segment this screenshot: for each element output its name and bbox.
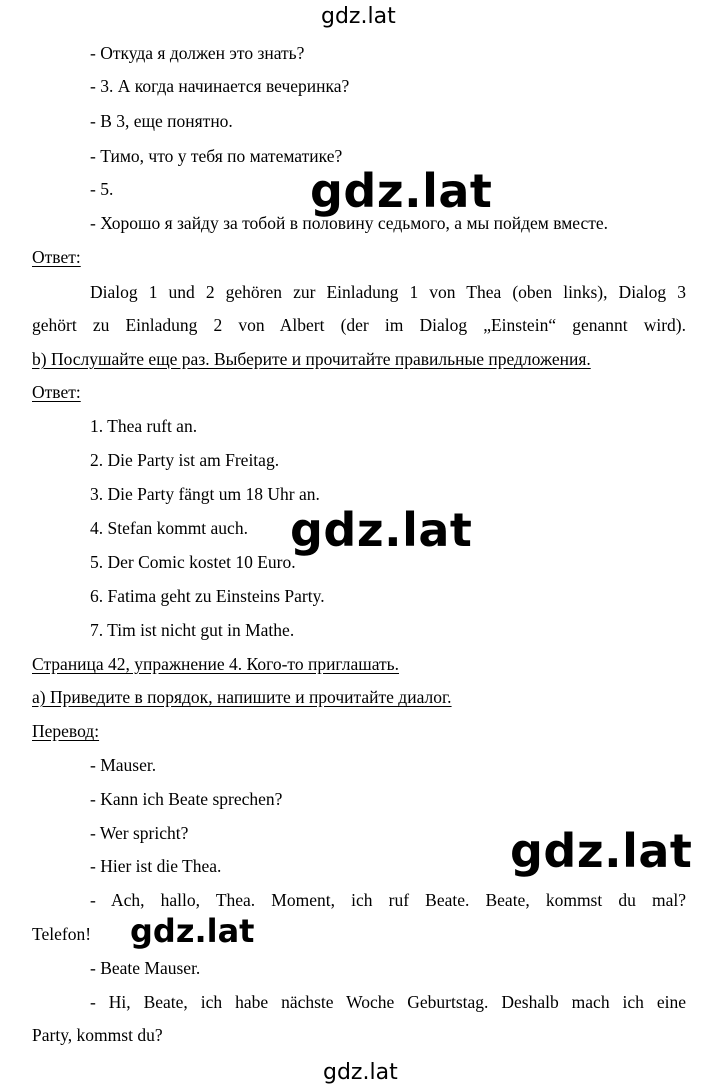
list-item: 3. Die Party fängt um 18 Uhr an. [90,484,320,504]
dialog-line: - Хорошо я зайду за тобой в половину седьмого, а мы пойдем вместе. [90,213,609,233]
dialog-line: - Ach, hallo, Thea. Moment, ich ruf Beate. Beate, kommst du mal? [90,890,686,910]
dialog-line: - Mauser. [90,755,157,775]
dialog-line: Telefon! [32,924,92,944]
list-item: 2. Die Party ist am Freitag. [90,450,280,470]
watermark-medium: gdz.lat [130,912,255,950]
list-item: 1. Thea ruft an. [90,416,198,436]
answer-label: Ответ: [32,247,81,267]
dialog-line: - Hier ist die Thea. [90,856,222,876]
list-item: 4. Stefan kommt auch. [90,518,248,538]
watermark-top: gdz.lat [321,4,396,29]
dialog-line: - Kann ich Beate sprechen? [90,789,283,809]
watermark-bottom: gdz.lat [323,1060,398,1085]
task-heading: а) Приведите в порядок, напишите и прочитайте диалог. [32,687,452,707]
dialog-line: - 3. А когда начинается вечеринка? [90,76,350,96]
answer-paragraph-line: Dialog 1 und 2 gehören zur Einladung 1 von Thea (oben links), Dialog 3 [90,282,686,302]
dialog-line: - Wer spricht? [90,823,189,843]
page-heading: Страница 42, упражнение 4. Кого-то приглашать. [32,654,400,674]
dialog-line: - Тимо, что у тебя по математике? [90,146,343,166]
dialog-line: - 5. [90,179,114,199]
watermark-large: gdz.lat [510,824,693,878]
list-item: 7. Tim ist nicht gut in Mathe. [90,620,295,640]
dialog-line: - Beate Mauser. [90,958,201,978]
dialog-line: - Hi, Beate, ich habe nächste Woche Geburtstag. Deshalb mach ich eine [90,992,686,1012]
dialog-line: - В 3, еще понятно. [90,111,233,131]
dialog-line: - Откуда я должен это знать? [90,43,305,63]
task-heading: b) Послушайте еще раз. Выберите и прочитайте правильные предложения. [32,349,591,369]
translation-label: Перевод: [32,721,100,741]
list-item: 5. Der Comic kostet 10 Euro. [90,552,296,572]
watermark-large: gdz.lat [290,503,473,557]
dialog-line: Party, kommst du? [32,1025,163,1045]
list-item: 6. Fatima geht zu Einsteins Party. [90,586,325,606]
answer-paragraph-line: gehört zu Einladung 2 von Albert (der im Dialog „Einstein“ genannt wird). [32,315,686,335]
watermark-large: gdz.lat [310,164,493,218]
answer-label: Ответ: [32,382,81,402]
